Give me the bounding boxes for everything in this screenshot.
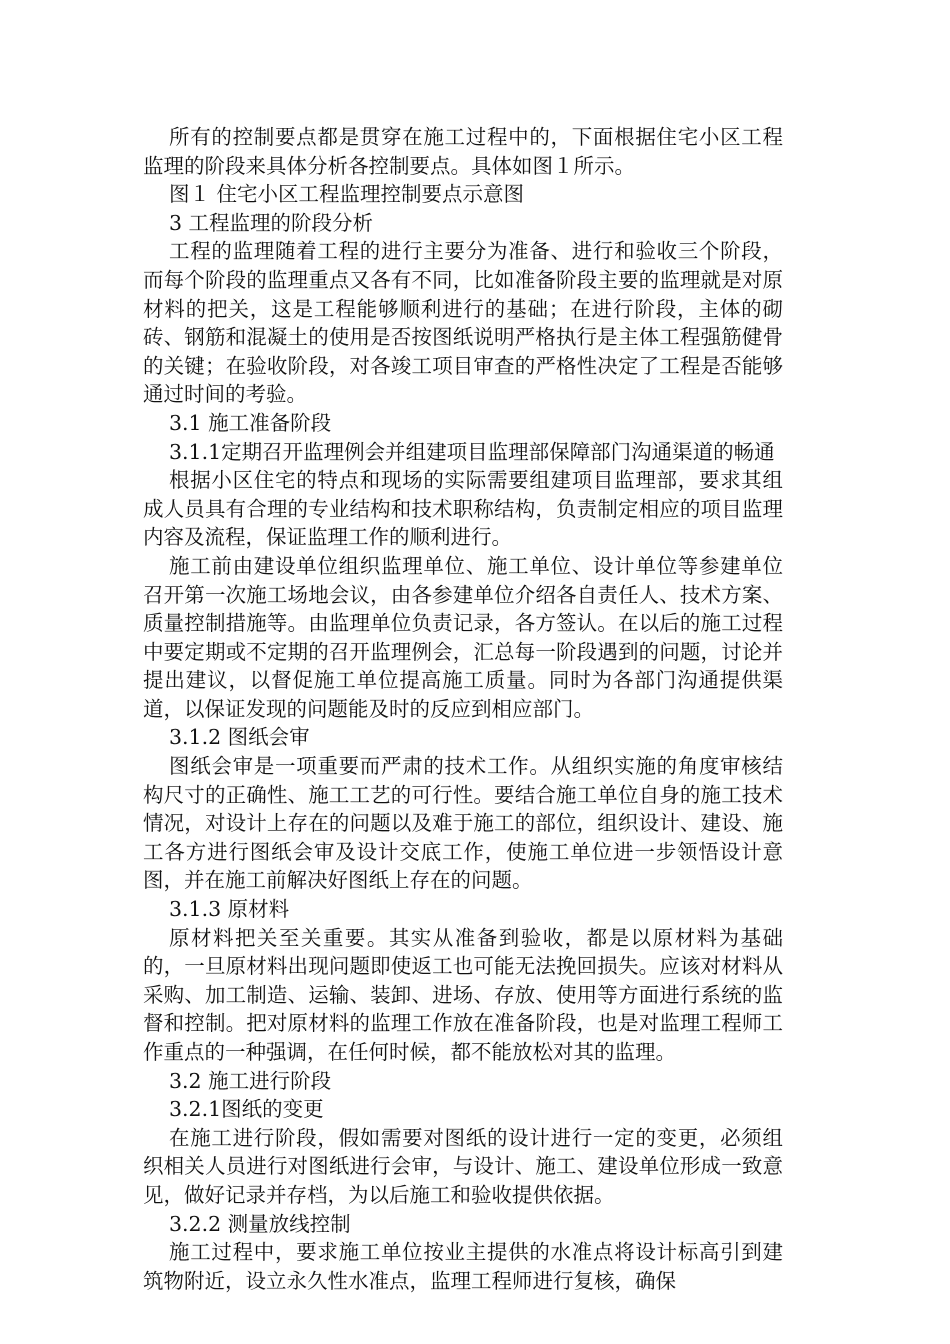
section-3-heading: 3 工程监理的阶段分析 (169, 210, 374, 235)
section-3-2-1-paragraph: 在施工进行阶段，假如需要对图纸的设计进行一定的变更，必须组织相关人员进行对图纸进行会审，与设计、施工、建设单位形成一致意见，做好记录并存档，为以后施工和验收提供依据。 (143, 1125, 783, 1207)
section-3-paragraph: 工程的监理随着工程的进行主要分为准备、进行和验收三个阶段，而每个阶段的监理重点又各有不同，比如准备阶段主要的监理就是对原材料的把关，这是工程能够顺利进行的基础；在进行阶段，主体的砌砖、钢筋和混凝土的使用是否按图纸说明严格执行是主体工程强筋健骨的关键；在验收阶段，对各竣工项目审查的严格性决定了工程是否能够通过时间的考验。 (143, 239, 783, 407)
section-3-1-3-heading: 3.1.3 原材料 (169, 897, 290, 922)
section-3-1-2-paragraph: 图纸会审是一项重要而严肃的技术工作。从组织实施的角度审核结构尺寸的正确性、施工工艺的可行性。要结合施工单位自身的施工技术情况，对设计上存在的问题以及难于施工的部位，组织设计、建设、施工各方进行图纸会审及设计交底工作，使施工单位进一步领悟设计意图，并在施工前解决好图纸上存在的问题。 (143, 754, 783, 893)
section-3-2-2-paragraph: 施工过程中，要求施工单位按业主提供的水准点将设计标高引到建筑物附近，设立永久性水准点，监理工程师进行复核，确保 (143, 1240, 783, 1293)
section-3-2-heading: 3.2 施工进行阶段 (169, 1068, 332, 1093)
section-3-1-heading: 3.1 施工准备阶段 (169, 410, 332, 435)
section-3-1-1-paragraph-1: 根据小区住宅的特点和现场的实际需要组建项目监理部，要求其组成人员具有合理的专业结构和技术职称结构，负责制定相应的项目监理内容及流程，保证监理工作的顺利进行。 (143, 468, 783, 550)
figure-caption: 图１ 住宅小区工程监理控制要点示意图 (169, 182, 525, 207)
section-3-2-2-heading: 3.2.2 测量放线控制 (169, 1211, 351, 1236)
section-3-1-3-paragraph: 原材料把关至关重要。其实从准备到验收，都是以原材料为基础的，一旦原材料出现问题即使返工也可能无法挽回损失。应该对材料从采购、加工制造、运输、装卸、进场、存放、使用等方面进行系统的监督和控制。把对原材料的监理工作放在准备阶段，也是对监理工程师工作重点的一种强调，在任何时候，都不能放松对其的监理。 (143, 925, 783, 1064)
section-3-2-1-heading: 3.2.1图纸的变更 (169, 1097, 324, 1122)
section-3-1-1-paragraph-2: 施工前由建设单位组织监理单位、施工单位、设计单位等参建单位召开第一次施工场地会议，由各参建单位介绍各自责任人、技术方案、质量控制措施等。由监理单位负责记录，各方签认。在以后的施工过程中要定期或不定期的召开监理例会，汇总每一阶段遇到的问题，讨论并提出建议，以督促施工单位提高施工质量。同时为各部门沟通提供渠道，以保证发现的问题能及时的反应到相应部门。 (143, 553, 783, 721)
section-3-1-1-heading: 3.1.1定期召开监理例会并组建项目监理部保障部门沟通渠道的畅通 (169, 439, 775, 464)
section-3-1-2-heading: 3.1.2 图纸会审 (169, 725, 310, 750)
intro-paragraph: 所有的控制要点都是贯穿在施工过程中的，下面根据住宅小区工程监理的阶段来具体分析各控制要点。具体如图１所示。 (143, 125, 783, 178)
document-page (143, 123, 783, 1295)
